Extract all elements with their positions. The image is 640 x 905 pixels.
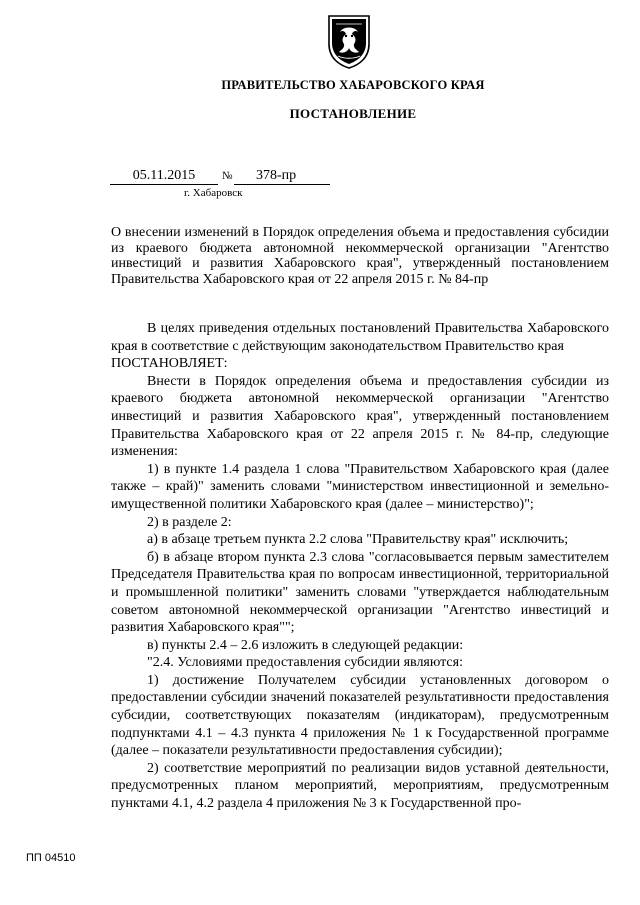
preamble-paragraph: В целях приведения отдельных постановлений Правительства Хабаровского края в соответствие с действующим законодательством Правительство края: [111, 321, 609, 354]
document-date: 05.11.2015: [110, 167, 218, 185]
coat-of-arms-emblem: [326, 12, 372, 70]
resolves-heading: ПОСТАНОВЛЯЕТ:: [111, 356, 228, 372]
document-number: 378-пр: [234, 167, 330, 185]
document-body: [111, 320, 609, 813]
body-paragraph: 1) достижение Получателем субсидии установленных договором о предоставлении субсидии значений показателей результативности предоставления субсидии, соответствующих показателям (индикаторам), предусмотренным подпунктами 4.1 – 4.3 пункта 4 приложения № 1 к Государственной программе (далее – показатели результативности предоставления субсидии);: [111, 672, 609, 759]
body-paragraph: а) в абзаце третьем пункта 2.2 слова "Правительству края" исключить;: [147, 532, 569, 548]
body-paragraph: б) в абзаце втором пункта 2.3 слова "согласовывается первым заместителем Председателя Правительства края по вопросам инвестиционной, территориальной и промышленной политики" заменить словами "утверждается наблюдательным советом автономной некоммерческой организации "Агентство инвестиций и развития Хабаровского края"";: [111, 549, 609, 636]
body-paragraph: Внести в Порядок определения объема и предоставления субсидии из краевого бюджета автономной некоммерческой организации "Агентство инвестиций и развития Хабаровского края", утвержденный постановлением Правительства Хабаровского края от 22 апреля 2015 г. № 84-пр, следующие изменения:: [111, 373, 609, 460]
body-paragraph: "2.4. Условиями предоставления субсидии являются:: [147, 655, 463, 671]
body-paragraph: 2) в разделе 2:: [147, 514, 232, 530]
body-paragraph: в) пункты 2.4 – 2.6 изложить в следующей редакции:: [147, 637, 464, 653]
body-paragraph: 1) в пункте 1.4 раздела 1 слова "Правительством Хабаровского края (далее также – край)" заменить словами "министерством инвестиционной и земельно-имущественной политики Хабаровского края (далее – министерство)";: [111, 461, 609, 512]
document-city: г. Хабаровск: [184, 187, 243, 199]
body-paragraph: 2) соответствие мероприятий по реализации видов уставной деятельности, предусмотренных планом мероприятий, мероприятиям, предусмотренным пунктами 4.1, 4.2 раздела 4 приложения № 3 к Государственной про-: [111, 760, 609, 812]
number-sign: №: [222, 170, 233, 182]
footer-code: ПП 04510: [26, 852, 76, 864]
document-subject: О внесении изменений в Порядок определения объема и предоставления субсидии из краевого бюджета автономной некоммерческой организации "Агентство инвестиций и развития Хабаровского края", утвержденный постановлением Правительства Хабаровского края от 22 апреля 2015 г. № 84-пр: [111, 225, 609, 287]
document-type-title: ПОСТАНОВЛЕНИЕ: [289, 106, 417, 121]
government-title: ПРАВИТЕЛЬСТВО ХАБАРОВСКОГО КРАЯ: [221, 78, 485, 92]
